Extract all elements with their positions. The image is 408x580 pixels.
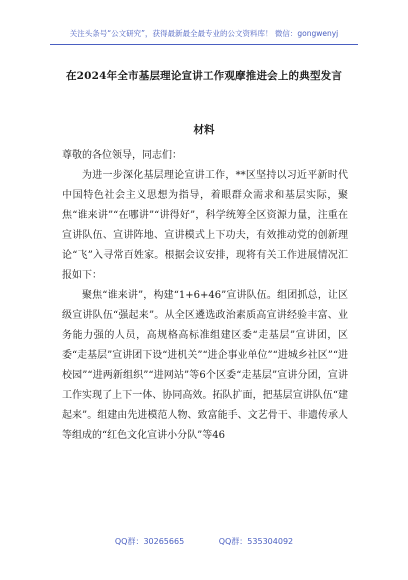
document-body (62, 146, 348, 446)
greeting: 尊敬的各位领导，同志们： (62, 150, 182, 161)
header-banner: 关注头条号“公文研究”，获得最新最全最专业的公文资料库！ 微信：gongwenyj (69, 29, 339, 38)
body-paragraph: 聚焦“谁来讲”，构建“1+6+46”宣讲队伍。组团抓总，让区级宣讲队伍“强起来”。从全区遴选政治素质高宣讲经验丰富、业务能力强的人员，高规格高标准组建区委“走基层”宣讲团，区委“走基层”宣讲团下设“进机关”“进企事业单位”“进城乡社区”“进校园”“进两新组织”“进网站”等6个区委“走基层”宣讲分团，宣讲工作实现了上下一体、协同高效。拓队扩面，把基层宣讲队伍“建起来”。组建由先进模范人物、致富能手、文艺骨干、非遗传承人等组成的“红色文化宣讲小分队”等46 (62, 290, 349, 441)
footer-qq-group-1: QQ群：30265665 (114, 537, 185, 546)
document-subtitle: 材料 (193, 124, 215, 136)
header-divider (50, 44, 358, 45)
footer-qq-group-2: QQ群：535304092 (218, 537, 294, 546)
body-paragraph: 为进一步深化基层理论宣讲工作，**区坚持以习近平新时代中国特色社会主义思想为指导，着眼群众需求和基层实际，聚焦“谁来讲”“在哪讲”“讲得好”，科学统筹全区资源力量，注重在宣讲队伍、宣讲阵地、宣讲模式上下功夫，有效推动党的创新理论“飞”入寻常百姓家。根据会议安排，现将有关工作进展情况汇报如下： (62, 170, 348, 281)
document-title: 在2024年全市基层理论宣讲工作观摩推进会上的典型发言 (65, 70, 343, 82)
footer (0, 536, 408, 547)
